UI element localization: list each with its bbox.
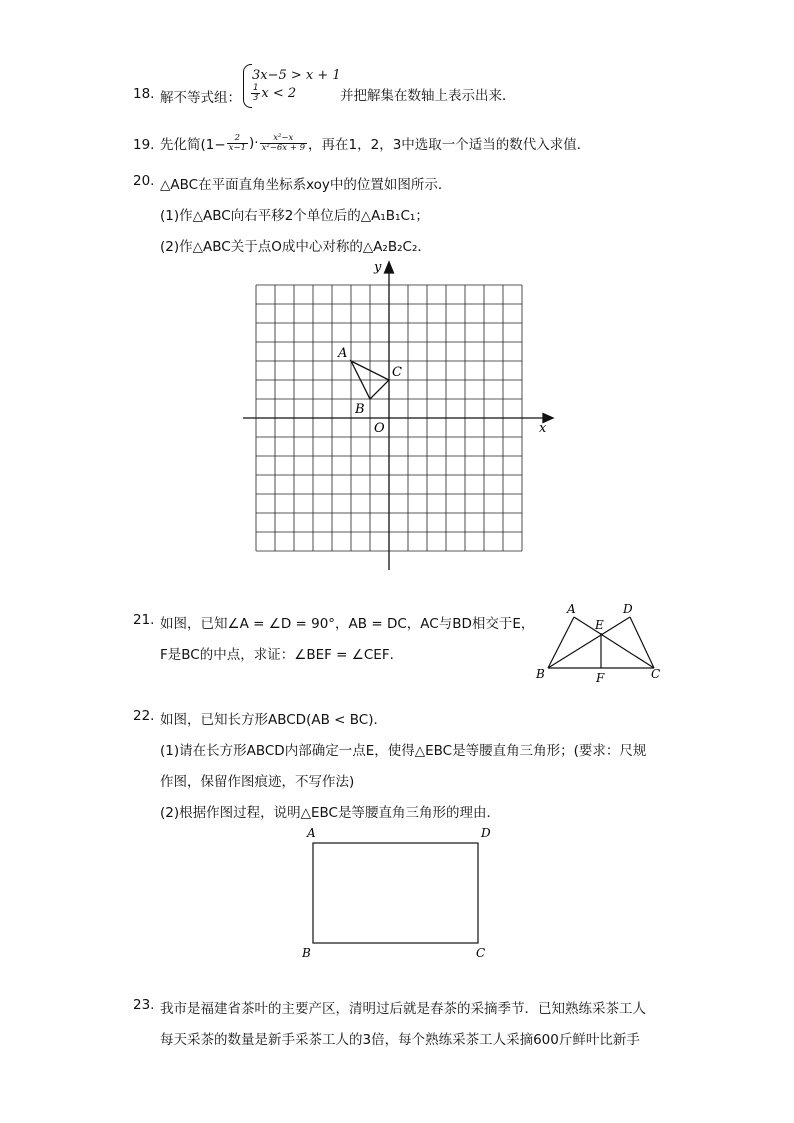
fig21-label-d: D: [623, 602, 633, 616]
q19-f1-den: x−1: [228, 142, 246, 153]
q19-mid: )·: [249, 135, 259, 151]
q20-number: 20.: [133, 173, 155, 189]
q23-line2: 每天采茶的数量是新手采茶工人的3倍，每个熟练采茶工人采摘600斤鲜叶比新手: [160, 1032, 640, 1048]
fig22-label-d: D: [481, 826, 491, 840]
q22-line1: 如图，已知长方形ABCD(AB < BC)．: [160, 712, 387, 728]
fig21-label-f: F: [596, 671, 605, 685]
q23-number: 23.: [133, 997, 155, 1013]
point-b-label: B: [355, 402, 365, 417]
q18-inequality-2: [250, 84, 296, 103]
rectangle-abcd: [313, 843, 478, 943]
q21-number: 21.: [133, 612, 155, 628]
fig22-label-a: A: [307, 826, 316, 840]
fig21-label-c: C: [651, 667, 661, 681]
q20-part2: (2)作△ABC关于点O成中心对称的△A₂B₂C₂．: [160, 239, 431, 255]
fig22-label-c: C: [476, 946, 486, 960]
fig21-label-e: E: [595, 618, 604, 632]
q22-number: 22.: [133, 708, 155, 724]
q20-coordinate-grid: [236, 256, 566, 576]
q22-part1b: 作图，保留作图痕迹，不写作法): [160, 774, 355, 790]
q22-part1a: (1)请在长方形ABCD内部确定一点E，使得△EBC是等腰直角三角形；(要求：尺规: [160, 743, 647, 759]
x-axis-label: x: [539, 421, 547, 436]
q19-f1-num: 2: [227, 134, 248, 144]
q21-line1: 如图，已知∠A = ∠D = 90°，AB = DC，AC与BD相交于E，: [160, 616, 535, 632]
q18-ineq2-rest: x < 2: [261, 86, 297, 101]
y-axis-arrow-icon: [385, 262, 394, 273]
fig21-label-a: A: [567, 602, 576, 616]
q19-number: 19.: [133, 137, 155, 153]
q18-lead: 解不等式组：: [160, 90, 241, 106]
y-axis-label: y: [374, 260, 382, 275]
point-a-label: A: [338, 346, 348, 361]
q18-inequality-1: 3x−5 > x + 1: [252, 68, 341, 83]
segment-bd: [548, 617, 630, 668]
axes: [243, 262, 553, 570]
q18-frac-den: 3: [253, 93, 259, 103]
q18-fraction: [251, 84, 260, 103]
q20-text: △ABC在平面直角坐标系xoy中的位置如图所示．: [160, 177, 452, 193]
q20-part1: (1)作△ABC向右平移2个单位后的△A₁B₁C₁；: [160, 208, 429, 224]
q23-line1: 我市是福建省茶叶的主要产区，清明过后就是春茶的采摘季节．已知熟练采茶工人: [160, 1001, 646, 1017]
q19-tail: ，再在1，2，3中选取一个适当的数代入求值．: [308, 137, 591, 153]
q18-number: 18.: [133, 86, 155, 102]
q19-f2-num: x²−x: [260, 134, 307, 144]
point-c-label: C: [392, 365, 402, 380]
q18-tail: 并把解集在数轴上表示出来．: [340, 88, 516, 104]
q21-figure: [530, 598, 670, 688]
q19-fraction-1: [227, 134, 248, 153]
q18-frac-num: 1: [253, 83, 259, 93]
q19-expression: [160, 133, 590, 153]
q19-lead: 先化简(1−: [160, 137, 226, 153]
fig22-label-b: B: [302, 946, 311, 960]
q21-line2: F是BC的中点，求证：∠BEF = ∠CEF．: [160, 647, 404, 663]
fig21-label-b: B: [536, 667, 545, 681]
origin-label: O: [374, 421, 385, 436]
q22-part2: (2)根据作图过程，说明△EBC是等腰直角三角形的理由．: [160, 805, 500, 821]
q19-fraction-2: [260, 134, 307, 153]
q22-rectangle-figure: [296, 820, 502, 962]
q19-f2-den: x²−6x + 9: [261, 142, 306, 153]
